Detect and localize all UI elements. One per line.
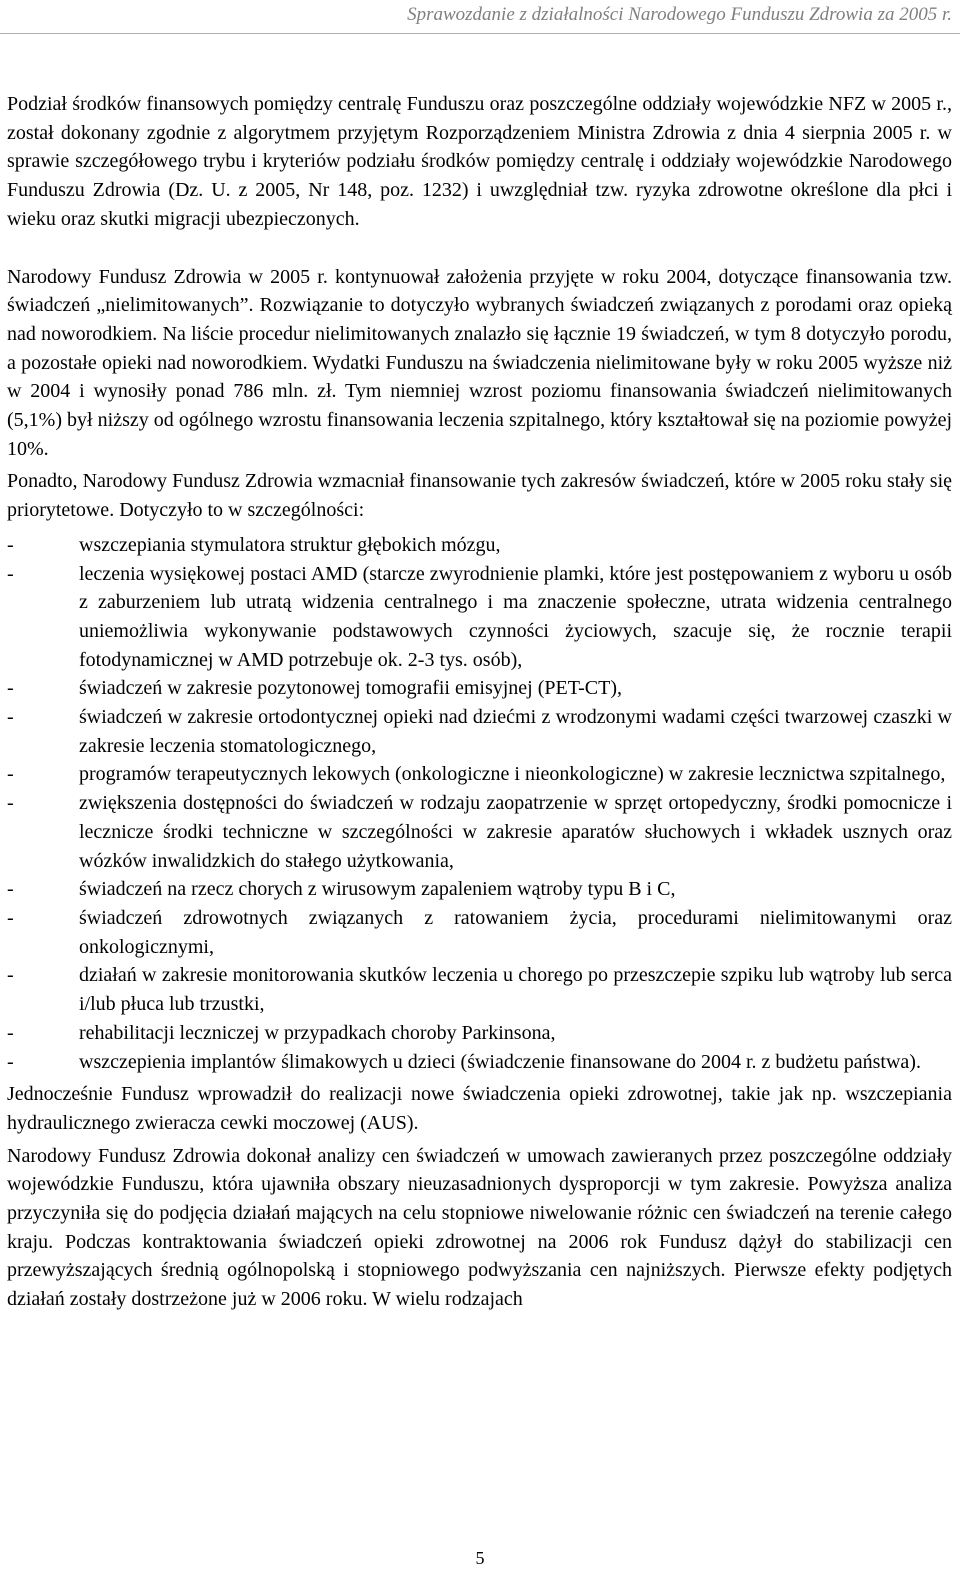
list-item-text: świadczeń w zakresie ortodontycznej opieki nad dziećmi z wrodzonymi wadami części twarzowej czaszki w zakresie leczenia stomatologicznego, bbox=[79, 706, 952, 757]
page-number: 5 bbox=[475, 1548, 485, 1568]
dash-bullet: - bbox=[7, 706, 14, 729]
paragraph-price-analysis: Narodowy Fundusz Zdrowia dokonał analizy cen świadczeń w umowach zawieranych przez poszczególne oddziały wojewódzkie Funduszu, która ujawniła obszary nieuzasadnionych dysproporcji w tym zakresie. Powyższa analiza przyczyniła się do podjęcia działań mających na celu stopniowe niwelowanie różnic cen świadczeń na terenie całego kraju. Podczas kontraktowania świadczeń opieki zdrowotnej na 2006 rok Fundusz dążył do stabilizacji cen przewyższających średnią ogólnopolską i stopniowego podwyższania cen najniższych. Pierwsze efekty podjętych działań zostały dostrzeżone już w 2006 roku. W wielu rodzajach bbox=[7, 1144, 952, 1311]
list-item-text: działań w zakresie monitorowania skutków leczenia u chorego po przeszczepie szpiku lub wątroby lub serca i/lub płuca lub trzustki, bbox=[79, 964, 952, 1016]
dash-bullet: - bbox=[7, 1021, 14, 1044]
header-rule bbox=[0, 33, 960, 34]
list-item-text: rehabilitacji leczniczej w przypadkach choroby Parkinsona, bbox=[79, 1021, 556, 1044]
paragraph-unlimited-services: Narodowy Fundusz Zdrowia w 2005 r. kontynuował założenia przyjęte w roku 2004, dotyczące finansowania tzw. świadczeń „nielimitowanych”. Rozwiązanie to dotyczyło wybranych świadczeń związanych z porodami oraz opieką nad noworodkiem. Na liście procedur nielimitowanych znalazło się łącznie 19 świadczeń, w tym 8 dotyczyło porodu, a pozostałe opieki nad noworodkiem. Wydatki Funduszu na świadczenia nielimitowane były w roku 2005 wyższe niż w 2004 i wynosiły ponad 786 mln. zł. Tym niemniej wzrost poziomu finansowania świadczeń nielimitowanych (5,1%) był niższy od ogólnego wzrostu finansowania leczenia szpitalnego, który kształtował się na poziomie powyżej 10%. bbox=[7, 265, 952, 460]
list-item bbox=[7, 531, 952, 560]
dash-bullet: - bbox=[7, 533, 14, 556]
list-item bbox=[7, 674, 952, 703]
running-header: Sprawozdanie z działalności Narodowego Funduszu Zdrowia za 2005 r. bbox=[407, 4, 952, 25]
paragraph-new-services: Jednocześnie Fundusz wprowadził do realizacji nowe świadczenia opieki zdrowotnej, takie jak np. wszczepiania hydraulicznego zwieracza cewki moczowej (AUS). bbox=[7, 1083, 952, 1134]
list-item bbox=[7, 961, 952, 1018]
dash-bullet: - bbox=[7, 964, 14, 987]
list-item bbox=[7, 1019, 952, 1048]
list-item bbox=[7, 904, 952, 961]
paragraph-funds-division: Podział środków finansowych pomiędzy centralę Funduszu oraz poszczególne oddziały wojewódzkie NFZ w 2005 r., został dokonany zgodnie z algorytmem przyjętym Rozporządzeniem Ministra Zdrowia z dnia 4 sierpnia 2005 r. w sprawie szczegółowego trybu i kryteriów podziału środków pomiędzy centralę i oddziały wojewódzkie Narodowego Funduszu Zdrowia (Dz. U. z 2005, Nr 148, poz. 1232) i uwzględniał tzw. ryzyka zdrowotne określone dla płci i wieku oraz skutki migracji ubezpieczonych. bbox=[7, 93, 952, 230]
list-item bbox=[7, 875, 952, 904]
list-item bbox=[7, 1048, 952, 1077]
list-item bbox=[7, 703, 952, 760]
list-item-text: wszczepienia implantów ślimakowych u dzieci (świadczenie finansowane do 2004 r. z budżetu państwa). bbox=[79, 1050, 921, 1073]
list-item-text: leczenia wysiękowej postaci AMD (starcze zwyrodnienie plamki, które jest postępowaniem z wyboru u osób z zaburzeniem lub utratą widzenia centralnego i ma znaczenie społeczne, utrata widzenia centralnego uniemożliwia wykonywanie podstawowych czynności życiowych, szacuje się, że rocznie terapii fotodynamicznej w AMD potrzebuje ok. 2-3 tys. osób), bbox=[79, 562, 952, 671]
list-item-text: świadczeń zdrowotnych związanych z ratowaniem życia, procedurami nielimitowanymi oraz onkologicznymi, bbox=[79, 906, 952, 958]
list-item bbox=[7, 789, 952, 875]
list-item-text: wszczepiania stymulatora struktur głębokich mózgu, bbox=[79, 533, 501, 556]
list-item bbox=[7, 760, 952, 789]
list-item-text: programów terapeutycznych lekowych (onkologiczne i nieonkologiczne) w zakresie lecznictwa szpitalnego, bbox=[79, 763, 946, 786]
page-content bbox=[7, 90, 952, 1314]
dash-bullet: - bbox=[7, 906, 14, 929]
paragraph-priorities-intro: Ponadto, Narodowy Fundusz Zdrowia wzmacniał finansowanie tych zakresów świadczeń, które w 2005 roku stały się priorytetowe. Dotyczyło to w szczególności: bbox=[7, 470, 952, 522]
list-item-text: świadczeń na rzecz chorych z wirusowym zapaleniem wątroby typu B i C, bbox=[79, 878, 676, 901]
list-item-text: świadczeń w zakresie pozytonowej tomografii emisyjnej (PET-CT), bbox=[79, 677, 622, 700]
dash-bullet: - bbox=[7, 562, 14, 585]
list-item-text: zwiększenia dostępności do świadczeń w rodzaju zaopatrzenie w sprzęt ortopedyczny, środki pomocnicze i lecznicze środki techniczne w szczególności w zakresie aparatów słuchowych i wkładek usznych oraz wózków inwalidzkich do stałego użytkowania, bbox=[79, 792, 952, 872]
dash-bullet: - bbox=[7, 677, 14, 700]
dash-bullet: - bbox=[7, 1050, 14, 1073]
priorities-list bbox=[7, 531, 952, 1076]
dash-bullet: - bbox=[7, 763, 14, 786]
dash-bullet: - bbox=[7, 878, 14, 901]
list-item bbox=[7, 560, 952, 675]
dash-bullet: - bbox=[7, 792, 14, 815]
